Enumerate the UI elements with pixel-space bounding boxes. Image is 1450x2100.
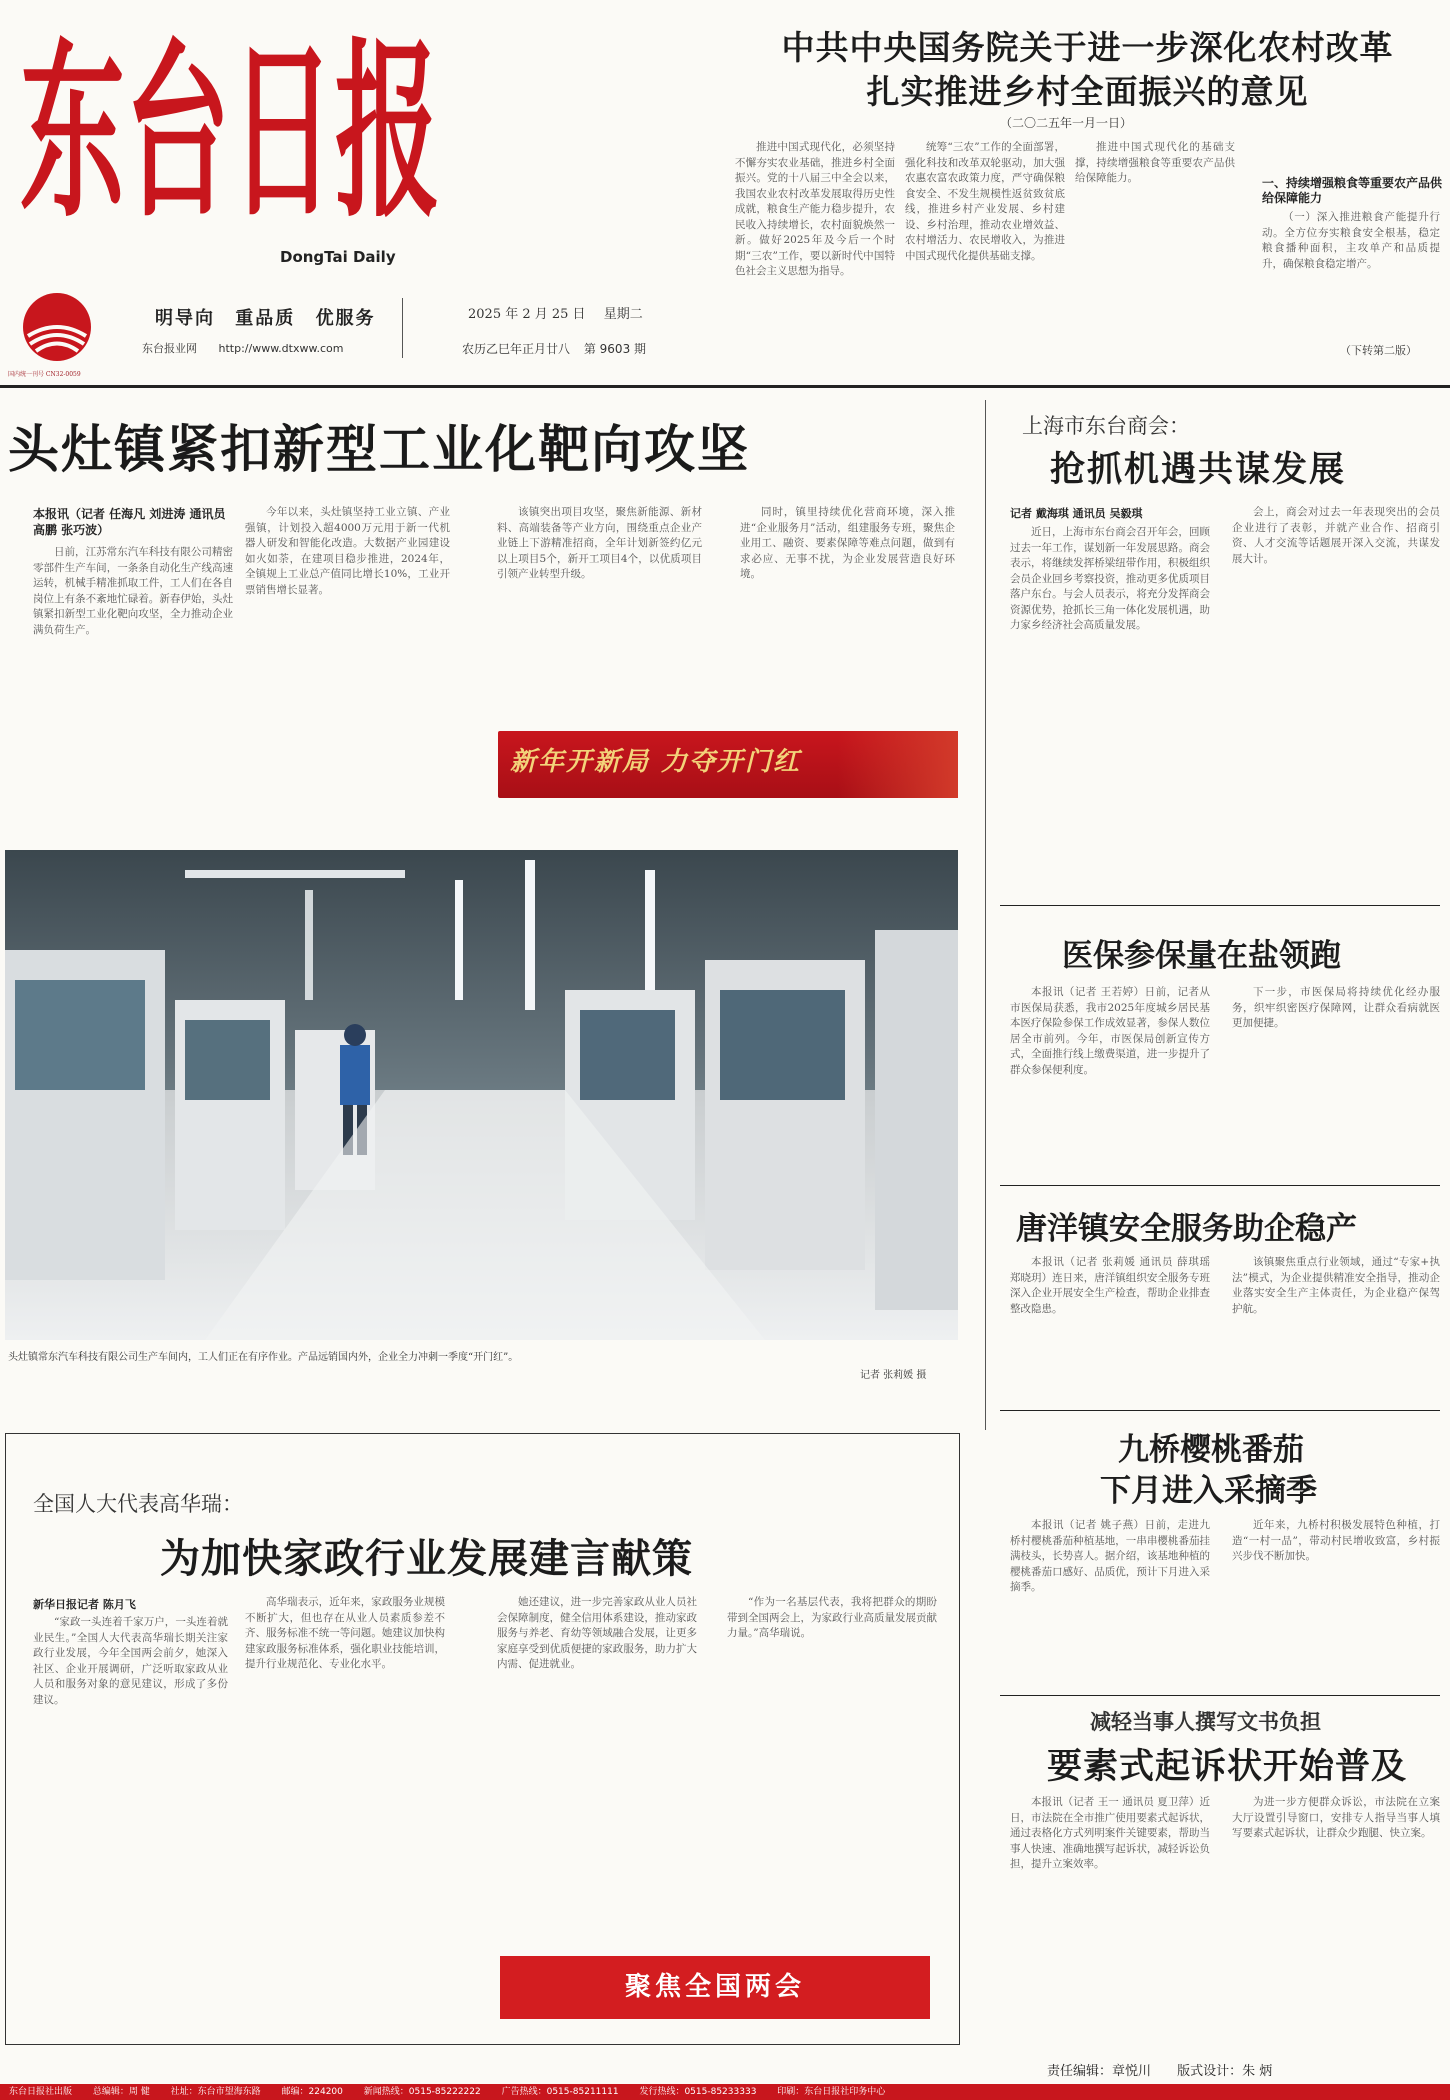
top-story-headline-2: 扎实推进乡村全面振兴的意见 xyxy=(866,72,1309,111)
right-column-divider xyxy=(985,400,986,1430)
factory-photo xyxy=(5,850,958,1340)
cherry-story-headline-1: 九桥樱桃番茄 xyxy=(1118,1432,1304,1468)
npc-story-kicker: 全国人大代表高华瑞： xyxy=(33,1492,243,1516)
shanghai-story-column: 近日，上海市东台商会召开年会，回顾过去一年工作，谋划新一年发展思路。商会表示，将继续发挥桥梁纽带作用，积极组织会员企业回乡考察投资，推动更多优质项目落户东台。与会人员表示，将充分发挥商会资源优势，抢抓长三角一体化发展机遇，助力家乡经济社会高质量发展。 xyxy=(1010,526,1210,631)
issue-date: 2025 年 2 月 25 日 xyxy=(468,307,586,322)
tangyang-story-column: 本报讯（记者 张莉媛 通讯员 薛琪瑶 郑晓玥）连日来，唐洋镇组织安全服务专班深入企业开展安全生产检查，帮助企业排查整改隐患。 xyxy=(1010,1256,1210,1315)
lead-story-column: 同时，镇里持续优化营商环境，深入推进“企业服务月”活动，组建服务专班，聚焦企业用工、融资、要素保障等难点问题，做到有求必应、无事不扰，为企业发展营造良好环境。 xyxy=(740,506,955,580)
photo-caption: 头灶镇常东汽车科技有限公司生产车间内，工人们正在有序作业。产品远销国内外，企业全力冲刺一季度“开门红”。 xyxy=(8,1352,519,1363)
footer-item: 总编辑：周 健 xyxy=(92,2087,150,2097)
masthead-divider xyxy=(402,298,403,358)
top-story-column: 推进中国式现代化，必须坚持不懈夯实农业基础，推进乡村全面振兴。党的十八届三中全会以来，我国农业农村改革发展取得历史性成就，粮食生产能力稳步提升，农民收入持续增长，农村面貌焕然一新。做好2025年及今后一个时期“三农”工作，要以新时代中国特色社会主义思想为指导。 xyxy=(735,141,895,277)
top-story-column: 推进中国式现代化的基础支撑，持续增强粮食等重要农产品供给保障能力。 xyxy=(1075,141,1235,184)
npc-story-column: “家政一头连着千家万户，一头连着就业民生。”全国人大代表高华瑞长期关注家政行业发展，今年全国两会前夕，她深入社区、企业开展调研，广泛听取家政从业人员和服务对象的意见建议，形成了多份建议。 xyxy=(33,1616,228,1706)
footer-item: 邮编：224200 xyxy=(281,2087,343,2097)
complaint-story-column: 本报讯（记者 王一 通讯员 夏卫萍）近日，市法院在全市推广使用要素式起诉状，通过表格化方式列明案件关键要素，帮助当事人快速、准确地撰写起诉状，减轻诉讼负担，提升立案效率。 xyxy=(1010,1796,1210,1870)
editor-credits xyxy=(1047,2060,1294,2079)
svg-text:东台日报: 东台日报 xyxy=(20,20,440,243)
section-rule xyxy=(1000,905,1440,906)
npc-story-column: 她还建议，进一步完善家政从业人员社会保障制度，健全信用体系建设，推动家政服务与养老、育幼等领域融合发展，让更多家庭享受到优质便捷的家政服务，助力扩大内需、促进就业。 xyxy=(497,1596,697,1670)
cherry-story-column: 本报讯（记者 姚子燕）日前，走进九桥村樱桃番茄种植基地，一串串樱桃番茄挂满枝头，长势喜人。据介绍，该基地种植的樱桃番茄口感好、品质优，预计下月进入采摘季。 xyxy=(1010,1519,1210,1593)
section-rule xyxy=(1000,1185,1440,1186)
npc-story-byline: 新华日报记者 陈月飞 xyxy=(33,1598,136,1611)
shanghai-story-kicker: 上海市东台商会： xyxy=(1022,414,1190,438)
footer-bar xyxy=(0,2084,1450,2100)
insurance-story-column: 下一步，市医保局将持续优化经办服务，织牢织密医疗保障网，让群众看病就医更加便捷。 xyxy=(1232,986,1440,1029)
footer-item: 发行热线：0515-85233333 xyxy=(639,2087,757,2097)
lunar-date: 农历乙巳年正月廿八 xyxy=(462,342,571,356)
banner-text: 新年开新局 力夺开门红 xyxy=(510,747,802,777)
footer-item: 东台日报社出版 xyxy=(9,2087,73,2097)
shanghai-story-headline: 抢抓机遇共谋发展 xyxy=(1050,450,1347,490)
chief-editor: 责任编辑：章悦川 xyxy=(1047,2064,1152,2079)
masthead-slogans xyxy=(155,304,388,330)
masthead-english-name: DongTai Daily xyxy=(280,248,396,266)
npc-story-column: 高华瑞表示，近年来，家政服务业规模不断扩大，但也存在从业人员素质参差不齐、服务标准不统一等问题。她建议加快构建家政服务标准体系，强化职业技能培训，提升行业规范化、专业化水平。 xyxy=(245,1596,445,1670)
tangyang-story-column: 该镇聚焦重点行业领域，通过“专家+执法”模式，为企业提供精准安全指导，推动企业落实安全生产主体责任，为企业稳产保驾护航。 xyxy=(1232,1256,1440,1315)
top-story-column: 统筹“三农”工作的全面部署，强化科技和改革双轮驱动，加大强农惠农富农政策力度，严守确保粮食安全、不发生规模性返贫致贫底线，推进乡村产业发展、乡村建设、乡村治理，推动农业增效益、农村增活力、农民增收入，为推进中国式现代化提供基础支撑。 xyxy=(905,141,1065,262)
lead-story-byline: 本报讯（记者 任海凡 刘进涛 通讯员 高鹏 张巧波） xyxy=(33,507,226,537)
issue-number: 第 9603 期 xyxy=(583,342,647,356)
complaint-story-kicker: 减轻当事人撰写文书负担 xyxy=(1090,1710,1321,1734)
publisher: 东台报业网 xyxy=(142,342,197,355)
banner-decoration xyxy=(838,731,958,798)
continue-note[interactable]: （下转第二版） xyxy=(1340,344,1417,357)
masthead-publisher-line xyxy=(142,340,361,356)
section-rule xyxy=(1000,1695,1440,1696)
shanghai-story-byline: 记者 戴海琪 通讯员 吴毅琪 xyxy=(1010,507,1143,520)
slogan: 优服务 xyxy=(315,308,376,329)
layout-designer: 版式设计：朱 炳 xyxy=(1177,2064,1273,2079)
top-story-column: （一）深入推进粮食产能提升行动。全方位夯实粮食安全根基，稳定粮食播种面积，主攻单产和品质提升，确保粮食稳定增产。 xyxy=(1262,211,1440,270)
cherry-story-headline-2: 下月进入采摘季 xyxy=(1100,1473,1317,1509)
tangyang-story-headline: 唐洋镇安全服务助企稳产 xyxy=(1016,1211,1357,1247)
masthead-logo xyxy=(18,8,443,248)
lead-story-headline: 头灶镇紧扣新型工业化靶向攻坚 xyxy=(8,421,751,480)
masthead-lunar-line xyxy=(462,340,656,357)
footer-item: 广告热线：0515-85211111 xyxy=(501,2087,619,2097)
issue-weekday: 星期二 xyxy=(603,307,643,322)
lead-story-column: 日前，江苏常东汽车科技有限公司精密零部件生产车间，一条条自动化生产线高速运转，机械手精准抓取工件，工人们在各自岗位上有条不紊地忙碌着。新春伊始，头灶镇紧扣新型工业化靶向攻坚，全力推动企业满负荷生产。 xyxy=(33,546,233,636)
top-story-date-note: （二〇二五年一月一日） xyxy=(1000,116,1133,130)
footer-item: 新闻热线：0515-85222222 xyxy=(363,2087,481,2097)
slogan: 明导向 xyxy=(155,308,215,329)
npc-story-headline: 为加快家政行业发展建言献策 xyxy=(160,1536,693,1582)
new-year-banner xyxy=(498,731,958,798)
insurance-story-column: 本报讯（记者 王若婷）日前，记者从市医保局获悉，我市2025年度城乡居民基本医疗保险参保工作成效显著，参保人数位居全市前列。今年，市医保局创新宣传方式，全面推行线上缴费渠道，进一步提升了群众参保便利度。 xyxy=(1010,986,1210,1076)
website-link[interactable]: http://www.dtxww.com xyxy=(218,342,344,355)
masthead-date-line xyxy=(468,303,657,322)
insurance-story-headline: 医保参保量在盐领跑 xyxy=(1062,938,1341,974)
section-rule xyxy=(1000,1410,1440,1411)
top-story-headline-1: 中共中央国务院关于进一步深化农村改革 xyxy=(781,28,1394,67)
photo-credit: 记者 张莉媛 摄 xyxy=(860,1370,927,1381)
slogan: 重品质 xyxy=(235,308,296,329)
top-story-subhead: 一、持续增强粮食等重要农产品供给保障能力 xyxy=(1262,176,1443,205)
complaint-story-column: 为进一步方便群众诉讼，市法院在立案大厅设置引导窗口，安排专人指导当事人填写要素式起诉状，让群众少跑腿、快立案。 xyxy=(1232,1796,1440,1839)
lead-story-column: 今年以来，头灶镇坚持工业立镇、产业强镇，计划投入超4000万元用于新一代机器人研发和智能化改造。大数据产业园建设如火如荼，在建项目稳步推进，2024年，全镇规上工业总产值同比增长10%，工业开票销售增长显著。 xyxy=(245,506,450,596)
cherry-story-column: 近年来，九桥村积极发展特色种植，打造“一村一品”，带动村民增收致富，乡村振兴步伐不断加快。 xyxy=(1232,1519,1440,1562)
masthead-bottom-rule xyxy=(0,385,1450,388)
footer-item: 社址：东台市望海东路 xyxy=(170,2087,261,2097)
npc-story-column: “作为一名基层代表，我将把群众的期盼带到全国两会上，为家政行业高质量发展贡献力量。”高华瑞说。 xyxy=(727,1596,937,1639)
footer-item: 印刷：东台日报社印务中心 xyxy=(777,2087,886,2097)
masthead-tiny-text: 国内统一刊号 CN32-0059 xyxy=(8,371,81,378)
sun-logo-icon xyxy=(20,290,94,364)
complaint-story-headline: 要素式起诉状开始普及 xyxy=(1047,1747,1408,1787)
two-sessions-badge: 聚焦全国两会 xyxy=(500,1956,930,2019)
shanghai-story-column: 会上，商会对过去一年表现突出的会员企业进行了表彰，并就产业合作、招商引资、人才交流等话题展开深入交流，共谋发展大计。 xyxy=(1232,506,1440,565)
lead-story-column: 该镇突出项目攻坚，聚焦新能源、新材料、高端装备等产业方向，围绕重点企业产业链上下游精准招商，全年计划新签约亿元以上项目5个，新开工项目4个，以优质项目引领产业转型升级。 xyxy=(497,506,702,580)
